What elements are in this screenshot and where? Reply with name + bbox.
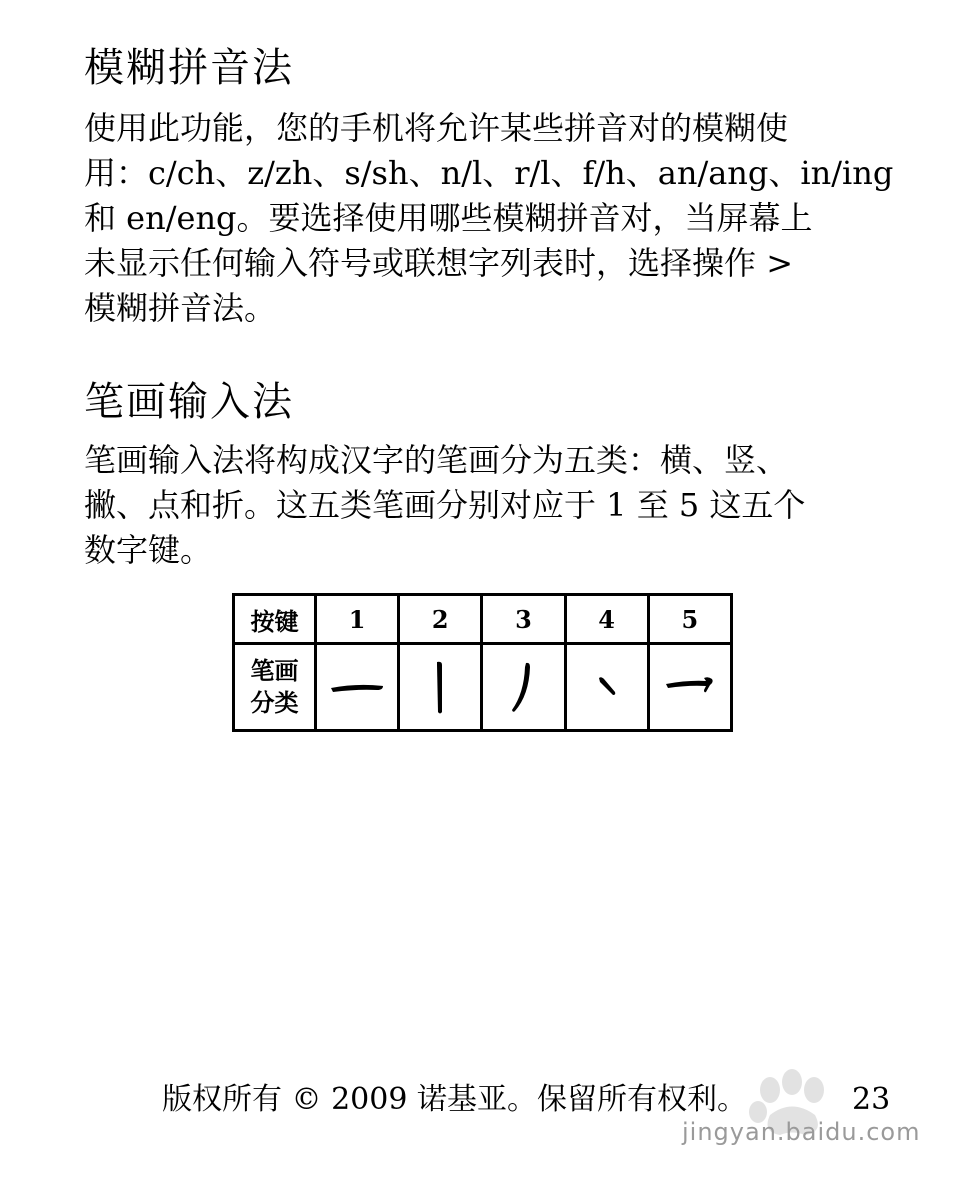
left-falling-stroke-icon [503, 657, 543, 717]
key-cell: 4 [565, 595, 648, 644]
category-header-line: 笔画 [250, 656, 299, 685]
paragraph-line: 和 en/eng。要选择使用哪些模糊拼音对，当屏幕上 [84, 199, 813, 237]
key-cell: 3 [482, 595, 565, 644]
vertical-stroke-icon [420, 657, 460, 717]
paw-logo-watermark [700, 1060, 930, 1170]
paragraph-line: 数字键。 [84, 531, 213, 569]
menu-separator: > [756, 244, 794, 282]
category-header-cell [234, 644, 316, 731]
menu-item-label: 模糊拼音法 [84, 289, 245, 327]
key-header-cell: 按键 [234, 595, 316, 644]
stroke-cell [399, 644, 482, 731]
table-row [234, 595, 732, 644]
table-row [234, 644, 732, 731]
stroke-cell [648, 644, 731, 731]
stroke-input-paragraph [84, 438, 884, 573]
page-number: 23 [852, 1082, 891, 1117]
menu-action-label: 操作 [692, 244, 757, 282]
category-header-line: 分类 [250, 688, 299, 717]
horizontal-stroke-icon [327, 662, 387, 712]
key-cell: 1 [316, 595, 399, 644]
paragraph-line-text: 未显示任何输入符号或联想字列表时，选择 [84, 244, 693, 282]
turning-stroke-icon [660, 662, 720, 712]
key-cell: 2 [399, 595, 482, 644]
paragraph-line: 使用此功能，您的手机将允许某些拼音对的模糊使 [84, 109, 789, 147]
fuzzy-pinyin-paragraph [84, 106, 894, 331]
paragraph-line [84, 286, 884, 331]
watermark-url: jingyan.baidu.com [682, 1118, 921, 1146]
paragraph-line: 撇、点和折。这五类笔画分别对应于 1 至 5 这五个 [84, 486, 806, 524]
paragraph-line: 用：c/ch、z/zh、s/sh、n/l、r/l、f/h、an/ang、in/ing [84, 154, 894, 192]
dot-stroke-icon [587, 662, 627, 712]
fuzzy-pinyin-title: 模糊拼音法 [84, 45, 294, 91]
sentence-end: 。 [244, 289, 277, 327]
stroke-cell [316, 644, 399, 731]
stroke-key-table [232, 593, 733, 732]
copyright-footer: 版权所有 © 2009 诺基亚。保留所有权利。 [162, 1082, 747, 1117]
stroke-cell [482, 644, 565, 731]
key-cell: 5 [648, 595, 731, 644]
stroke-cell [565, 644, 648, 731]
stroke-input-title: 笔画输入法 [84, 379, 294, 425]
paragraph-line [84, 241, 884, 286]
paragraph-line: 笔画输入法将构成汉字的笔画分为五类：横、竖、 [84, 441, 789, 479]
